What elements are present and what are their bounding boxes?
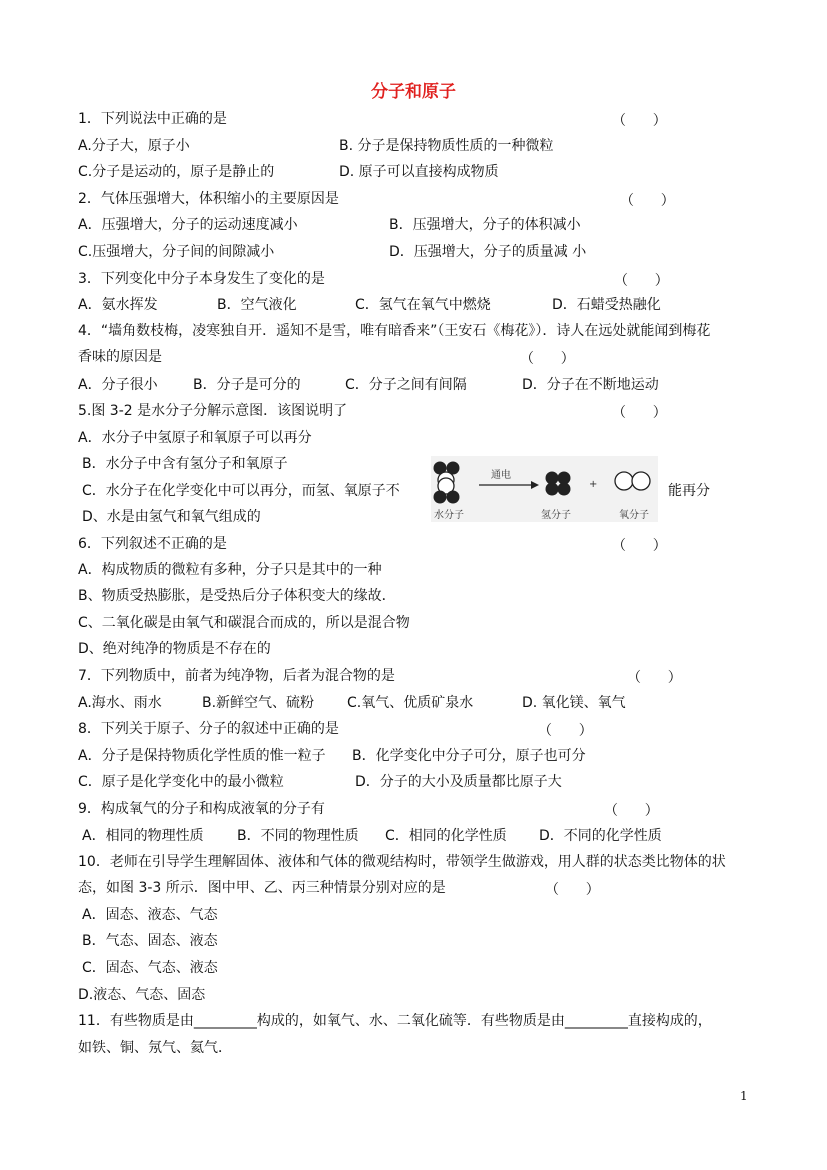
answer-paren: （ ） — [614, 273, 669, 289]
text-line: 态，如图 3-3 所示．图中甲、乙、丙三种情景分别对应的是 — [78, 880, 446, 896]
text-line: D．分子在不断地运动 — [522, 377, 659, 393]
answer-paren: （ ） — [620, 193, 675, 209]
arrow-label: 通电 — [491, 470, 511, 481]
molecule-diagram — [431, 456, 658, 522]
text-line: 香味的原因是 — [78, 349, 162, 365]
plus-sign: + — [589, 479, 598, 490]
answer-paren: （ ） — [538, 723, 593, 739]
text-line: A.分子大，原子小 — [78, 138, 190, 154]
text-line: 10．老师在引导学生理解固体、液体和气体的微观结构时，带领学生做游戏，用人群的状态类比物体的状 — [78, 854, 726, 870]
text-line: B. 分子是保持物质性质的一种微粒 — [339, 138, 554, 154]
text-line: A．分子很小 — [78, 377, 158, 393]
text-line: B．化学变化中分子可分，原子也可分 — [352, 748, 586, 764]
text-line: A．氨水挥发 — [78, 297, 158, 313]
text-line: C．相同的化学性质 — [385, 828, 507, 844]
text-line: D. 原子可以直接构成物质 — [339, 164, 499, 180]
text-line: 7．下列物质中，前者为纯净物，后者为混合物的是 — [78, 668, 395, 684]
text-line: A．水分子中氢原子和氧原子可以再分 — [78, 430, 312, 446]
text-line: A．固态、液态、气态 — [82, 907, 218, 923]
text-line: C．氢气在氧气中燃烧 — [355, 297, 491, 313]
text-line: 能再分 — [668, 483, 710, 499]
water-molecule-icon — [434, 462, 460, 504]
arrow-head-icon — [531, 481, 539, 489]
hydrogen-molecule-icon — [546, 472, 571, 496]
text-line: B、物质受热膨胀，是受热后分子体积变大的缘故． — [78, 588, 396, 604]
page-number: 1 — [740, 1089, 748, 1103]
text-line: 3．下列变化中分子本身发生了变化的是 — [78, 271, 325, 287]
text-line: B．分子是可分的 — [193, 377, 301, 393]
text-line: C．原子是化学变化中的最小微粒 — [78, 774, 284, 790]
answer-paren: （ ） — [604, 803, 659, 819]
answer-paren: （ ） — [545, 882, 600, 898]
text-line: 4．“墙角数枝梅，凌寒独自开．遥知不是雪，唯有暗香来”（王安石《梅花》）．诗人在远处就能闻到梅花 — [78, 323, 711, 339]
hydrogen-label: 氢分子 — [541, 510, 571, 521]
answer-paren: （ ） — [612, 405, 667, 421]
answer-paren: （ ） — [520, 351, 575, 367]
text-line: D、水是由氢气和氧气组成的 — [82, 509, 261, 525]
text-line: C.氧气、优质矿泉水 — [347, 695, 474, 711]
text-line: 1．下列说法中正确的是 — [78, 111, 227, 127]
text-line: D．不同的化学性质 — [539, 828, 662, 844]
text-line: D．分子的大小及质量都比原子大 — [355, 774, 562, 790]
oxygen-molecule-icon — [615, 472, 650, 490]
text-line: C．分子之间有间隔 — [345, 377, 467, 393]
water-decomposition-figure — [431, 456, 658, 522]
text-line: A．压强增大，分子的运动速度减小 — [78, 217, 298, 233]
answer-paren: （ ） — [612, 538, 667, 554]
water-label: 水分子 — [434, 510, 464, 521]
text-line: 5.图 3-2 是水分子分解示意图．该图说明了 — [78, 403, 348, 419]
text-line: A.海水、雨水 — [78, 695, 162, 711]
text-line: B．气态、固态、液态 — [82, 933, 218, 949]
text-line: 11．有些物质是由_________构成的，如氧气、水、二氧化硫等．有些物质是由_________直接构成的， — [78, 1013, 712, 1029]
oxygen-label: 氧分子 — [619, 510, 649, 521]
text-line: A．构成物质的微粒有多种，分子只是其中的一种 — [78, 562, 382, 578]
text-line: A．相同的物理性质 — [82, 828, 204, 844]
text-line: 9．构成氧气的分子和构成液氧的分子有 — [78, 801, 325, 817]
text-line: B．水分子中含有氢分子和氧原子 — [82, 456, 288, 472]
text-line: D．石蜡受热融化 — [552, 297, 661, 313]
text-line: B．不同的物理性质 — [237, 828, 359, 844]
text-line: 6．下列叙述不正确的是 — [78, 536, 227, 552]
text-line: C．水分子在化学变化中可以再分，而氢、氧原子不 — [82, 483, 400, 499]
text-line: C.分子是运动的，原子是静止的 — [78, 164, 275, 180]
answer-paren: （ ） — [627, 670, 682, 686]
text-line: 8．下列关于原子、分子的叙述中正确的是 — [78, 721, 339, 737]
text-line: C、二氧化碳是由氧气和碳混合而成的，所以是混合物 — [78, 615, 410, 631]
text-line: C．固态、气态、液态 — [82, 960, 218, 976]
text-line: C.压强增大，分子间的间隙减小 — [78, 244, 275, 260]
text-line: D、绝对纯净的物质是不存在的 — [78, 641, 271, 657]
text-line: B．压强增大，分子的体积减小 — [389, 217, 581, 233]
page-title: 分子和原子 — [371, 82, 456, 102]
text-line: D．压强增大，分子的质量减 小 — [389, 244, 587, 260]
text-line: B．空气液化 — [217, 297, 297, 313]
text-line: D. 氧化镁、氧气 — [522, 695, 626, 711]
text-line: 如铁、铜、氖气、氦气． — [78, 1040, 232, 1056]
text-line: D.液态、气态、固态 — [78, 987, 206, 1003]
answer-paren: （ ） — [612, 113, 667, 129]
text-line: A．分子是保持物质化学性质的惟一粒子 — [78, 748, 326, 764]
text-line: 2．气体压强增大，体积缩小的主要原因是 — [78, 191, 339, 207]
text-line: B.新鲜空气、硫粉 — [202, 695, 315, 711]
